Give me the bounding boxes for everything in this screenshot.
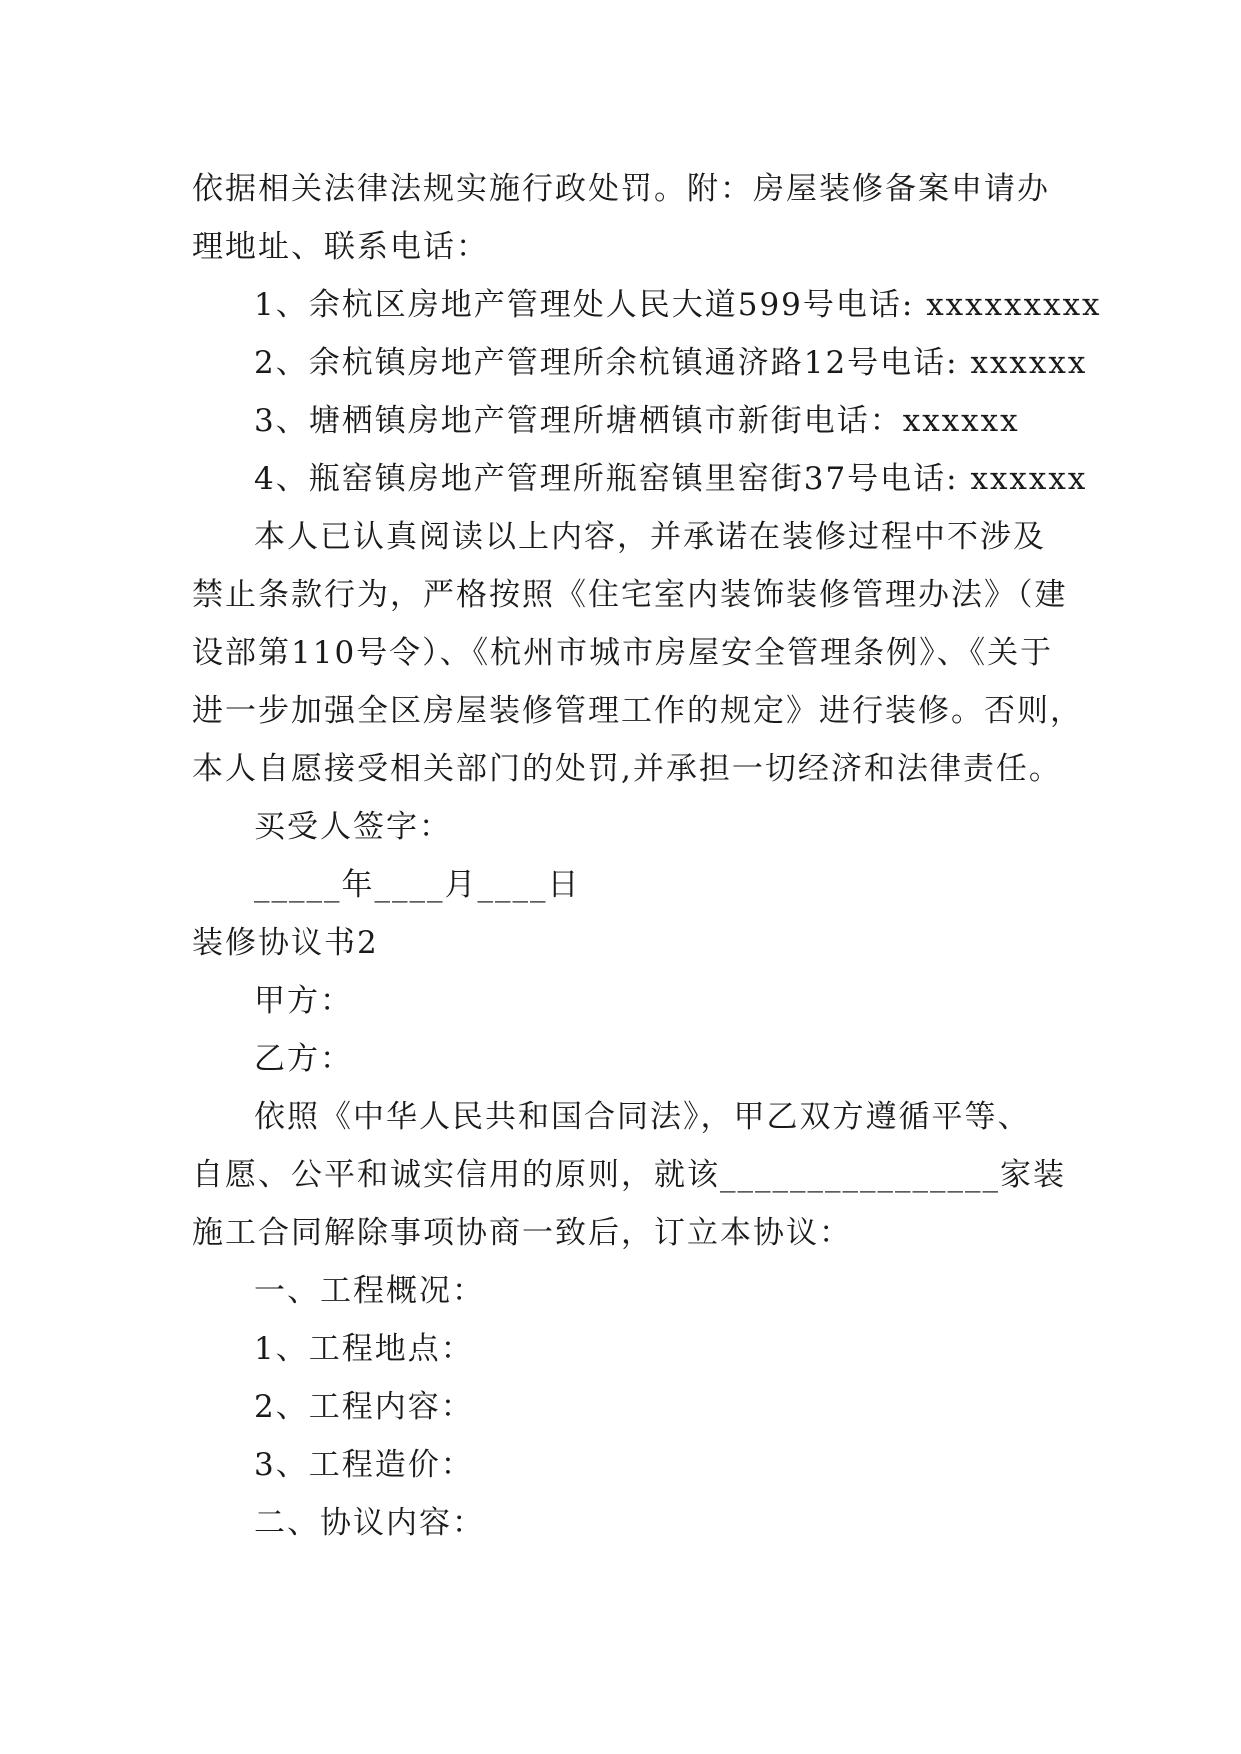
contact-item: 3、塘栖镇房地产管理所塘栖镇市新街电话：xxxxxx [254,403,1020,439]
project-heading: 一、工程概况： [254,1273,485,1309]
date-line: _____年____月____日 [254,867,581,903]
intro-text-line: 依照《中华人民共和国合同法》，甲乙双方遵循平等、 [254,1099,1031,1135]
signature-label: 买受人签字： [254,809,452,845]
document-page [192,160,1102,1552]
contact-item: 2、余杭镇房地产管理所余杭镇通济路12号电话: xxxxxx [254,345,1088,381]
pledge-text-line: 禁止条款行为，严格按照《住宅室内装饰装修管理办法》（建 [192,577,1068,613]
pledge-text-line: 本人已认真阅读以上内容，并承诺在装修过程中不涉及 [254,519,1046,555]
contact-item: 1、余杭区房地产管理处人民大道599号电话: xxxxxxxxx [254,287,1102,323]
party-b-label: 乙方： [254,1041,353,1077]
pledge-text-line: 设部第110号令）、《杭州市城市房屋安全管理条例》、《关于 [192,635,1054,671]
intro-text-line: 施工合同解除事项协商一致后，订立本协议： [192,1215,852,1251]
project-item: 2、工程内容： [254,1389,474,1425]
project-item: 1、工程地点： [254,1331,474,1367]
party-a-label: 甲方： [254,983,353,1019]
agreement-heading: 二、协议内容： [254,1505,485,1541]
notice-text-line: 理地址、联系电话： [192,229,489,265]
intro-text-line: 自愿、公平和诚实信用的原则，就该________________家装 [192,1157,1066,1193]
notice-text-line: 依据相关法律法规实施行政处罚。附：房屋装修备案申请办 [192,171,1050,207]
project-item: 3、工程造价： [254,1447,474,1483]
section-title: 装修协议书2 [192,925,379,961]
contact-item: 4、瓶窑镇房地产管理所瓶窑镇里窑街37号电话: xxxxxx [254,461,1088,497]
pledge-text-line: 本人自愿接受相关部门的处罚,并承担一切经济和法律责任。 [192,751,1062,787]
pledge-text-line: 进一步加强全区房屋装修管理工作的规定》进行装修。否则， [192,693,1083,729]
